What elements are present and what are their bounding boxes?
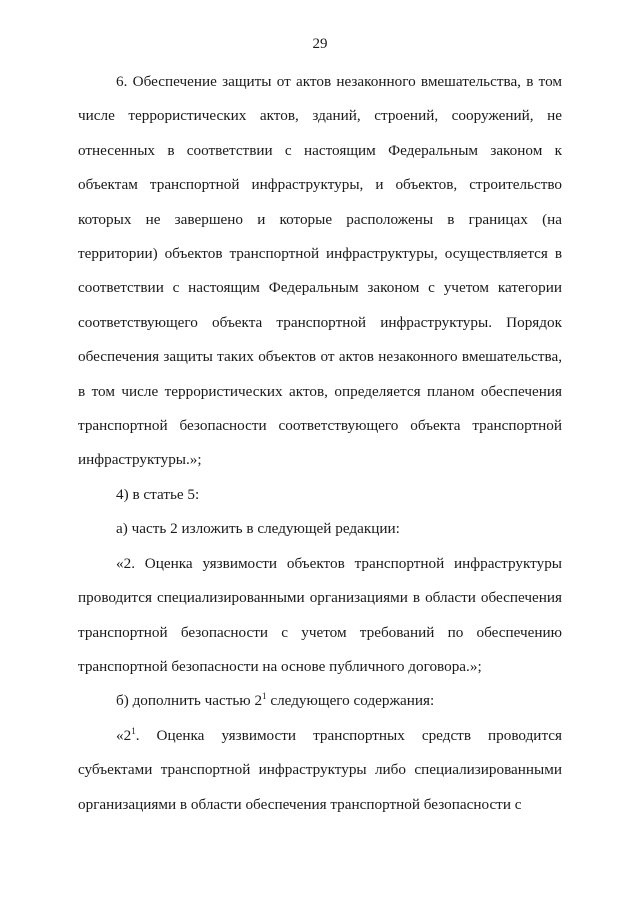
paragraph-item-b-text-after: следующего содержания: <box>266 692 435 710</box>
page-number: 29 <box>312 36 328 52</box>
paragraph-article-5-heading: 4) в статье 5: <box>116 485 200 503</box>
paragraph-vulnerability-assessment-vehicles <box>78 719 562 822</box>
paragraph-item-b <box>78 684 562 718</box>
document-body <box>78 65 562 822</box>
paragraph-vehicles-text-after: . Оценка уязвимости транспортных средств проводится субъектами транспортной инфраструктуры либо специализированными организациями в области обеспечения транспортной безопасности с <box>78 726 562 813</box>
superscript-index: 1 <box>131 725 136 736</box>
paragraph-6-terrorism-protection: 6. Обеспечение защиты от актов незаконного вмешательства, в том числе террористических актов, зданий, строений, сооружений, не отнесенных в соответствии с настоящим Федеральным законом к объектам транспортной инфраструктуры, и объектов, строительство которых не завершено и которые расположены в границах (на территории) объектов транспортной инфраструктуры, осуществляется в соответствии с настоящим Федеральным законом с учетом категории соответствующего объекта транспортной инфраструктуры. Порядок обеспечения защиты таких объектов от актов незаконного вмешательства, в том числе террористических актов, определяется планом обеспечения транспортной безопасности соответствующего объекта транспортной инфраструктуры.»; <box>78 73 562 469</box>
paragraph-item-b-text-before: б) дополнить частью 2 <box>116 692 263 710</box>
paragraph-vehicles-text-before: «2 <box>116 726 132 744</box>
paragraph-item-a: а) часть 2 изложить в следующей редакции: <box>116 520 400 538</box>
superscript-index: 1 <box>262 691 267 702</box>
paragraph-vulnerability-assessment-infrastructure: «2. Оценка уязвимости объектов транспортной инфраструктуры проводится специализированными организациями в области обеспечения транспортной безопасности с учетом требований по обеспечению транспортной безопасности на основе публичного договора.»; <box>78 554 562 675</box>
